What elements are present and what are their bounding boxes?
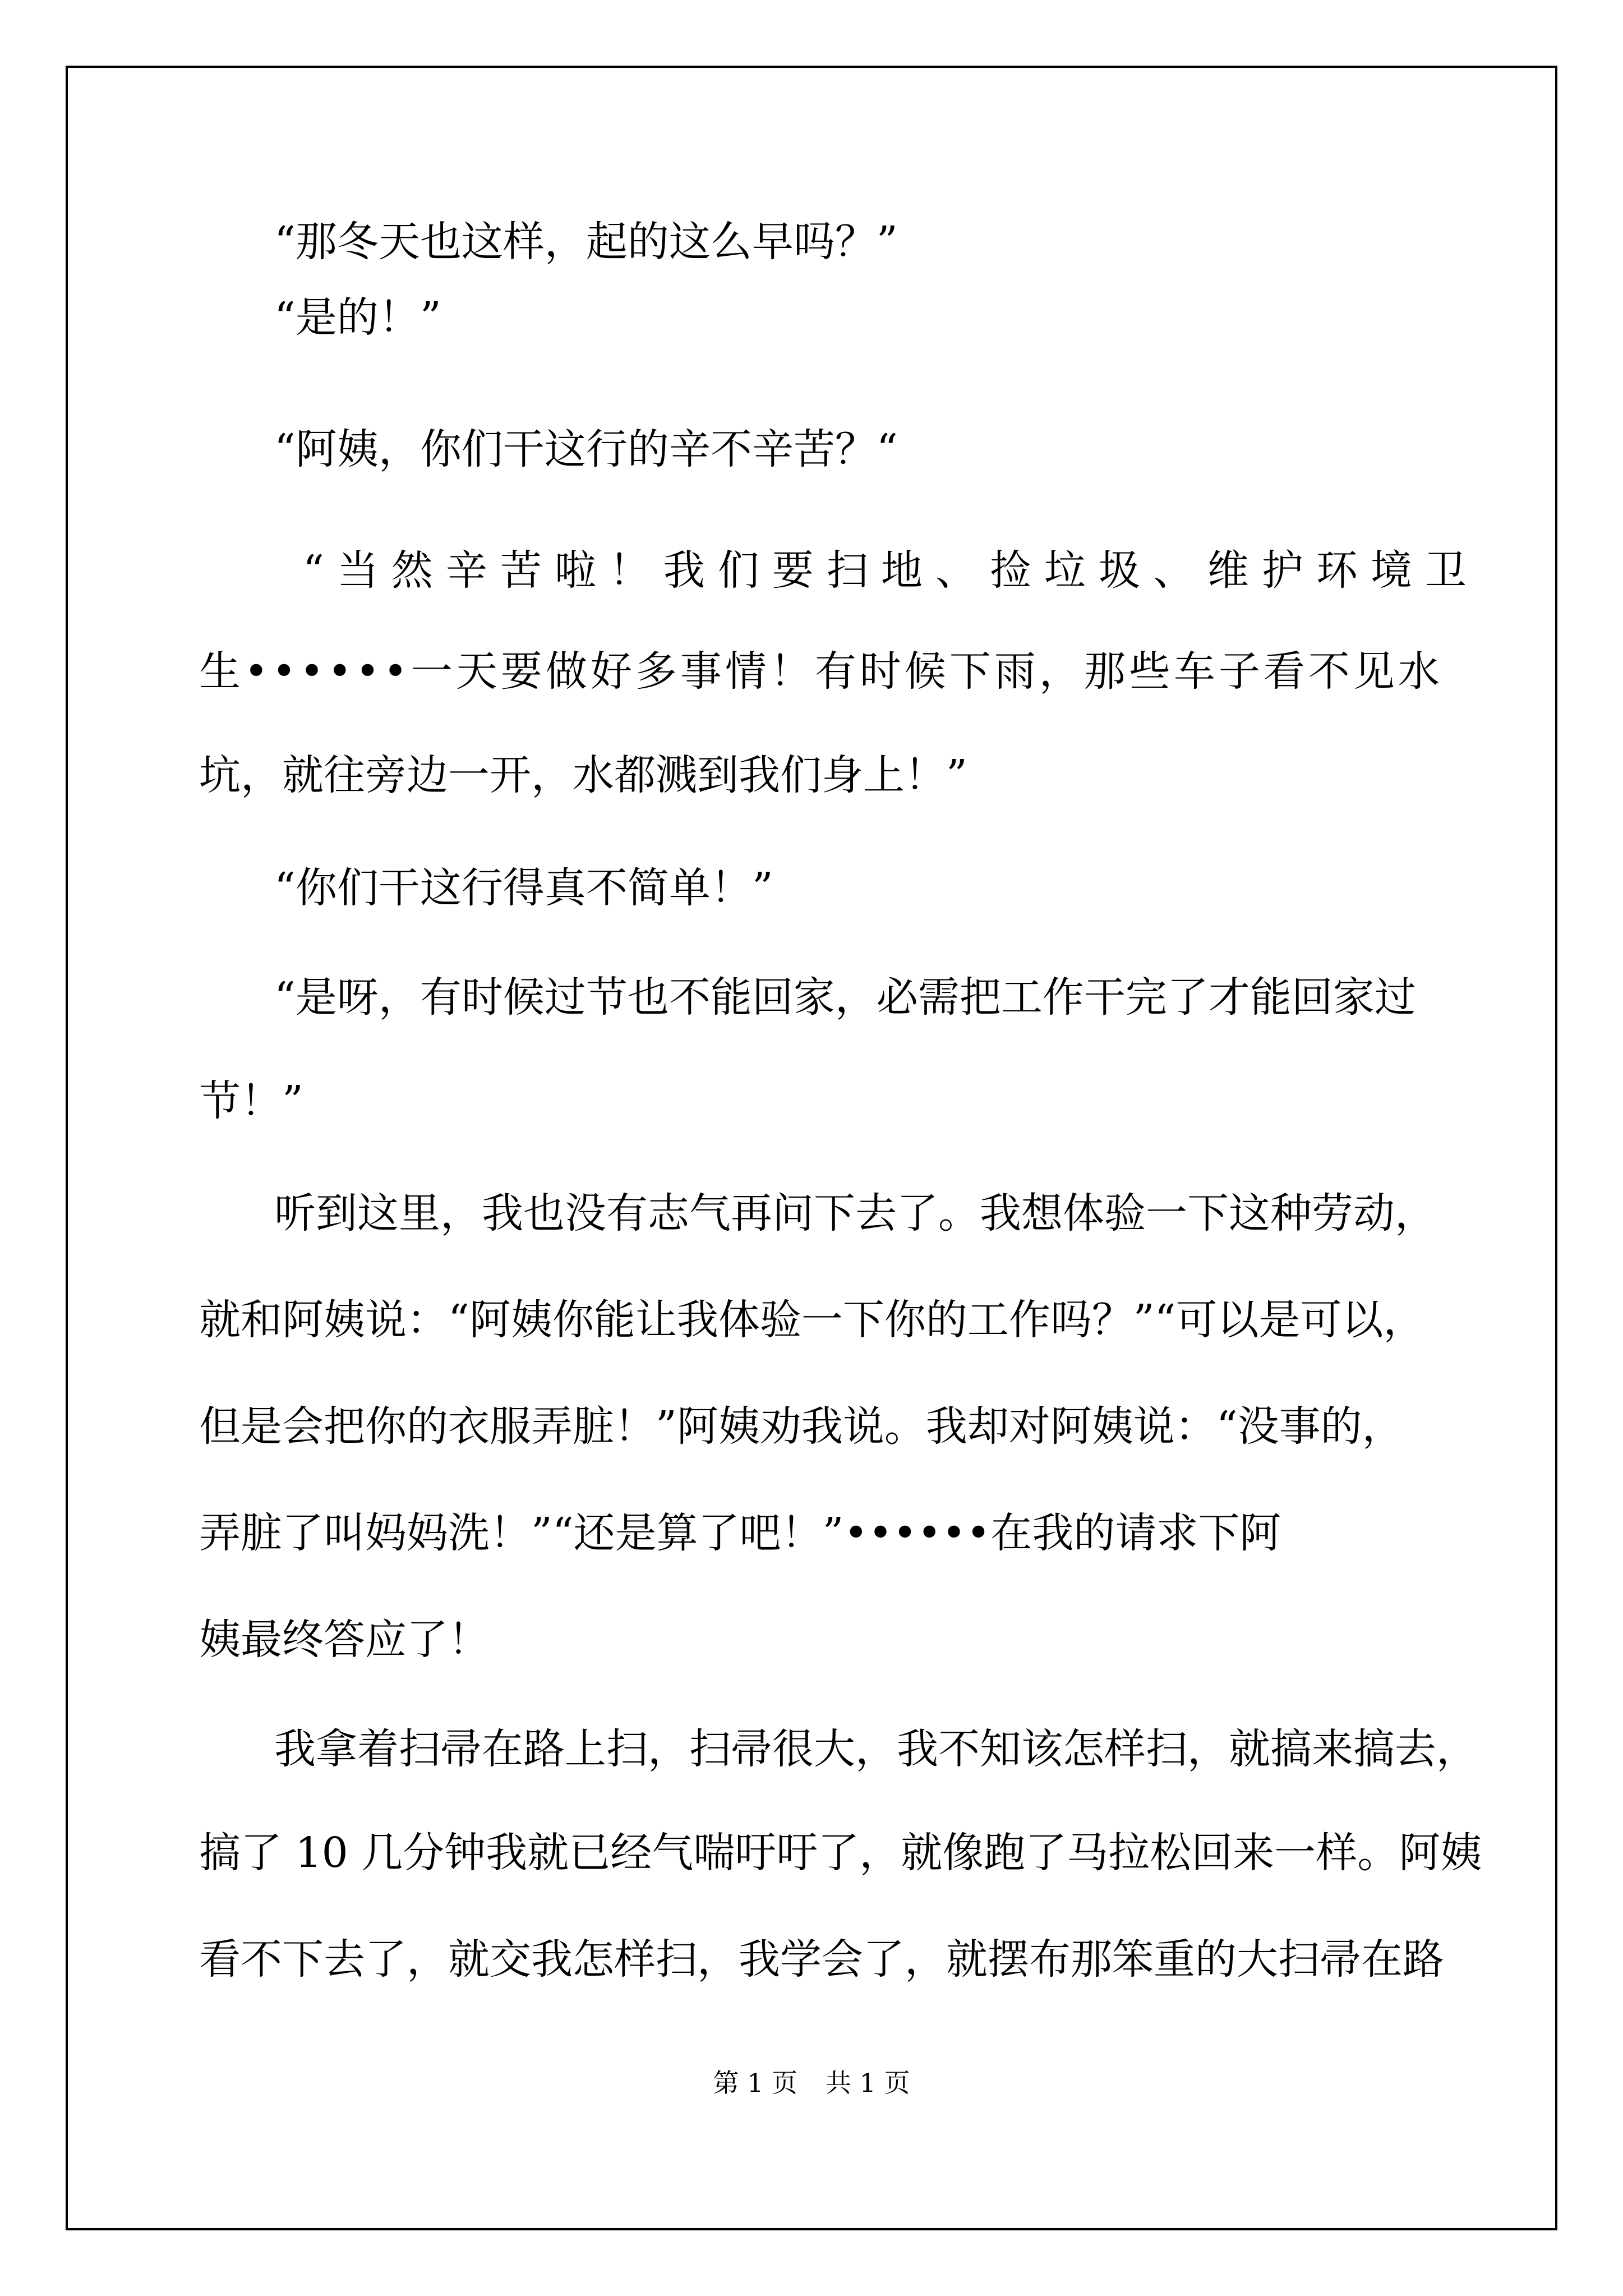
text-line: 生••••••一天要做好多事情！有时候下雨，那些车子看不见水 — [199, 647, 1443, 696]
text-line: 就和阿姨说：“阿姨你能让我体验一下你的工作吗？”“可以是可以， — [199, 1296, 1425, 1344]
page-number: 第 1 页 — [713, 2068, 797, 2098]
text-line: 坑，就往旁边一开，水都溅到我们身上！” — [199, 751, 967, 799]
text-line: “阿姨，你们干这行的辛不辛苦？“ — [274, 425, 898, 473]
text-line: “那冬天也这样，起的这么早吗？” — [274, 218, 898, 266]
page-footer — [0, 2066, 1623, 2100]
text-line: 姨最终答应了！ — [199, 1616, 490, 1664]
text-line: 但是会把你的衣服弄脏！”阿姨劝我说。我却对阿姨说：“没事的， — [199, 1402, 1404, 1451]
text-line: 节！” — [199, 1077, 303, 1125]
page-border — [66, 66, 1557, 2230]
text-line: “是的！” — [274, 293, 441, 342]
text-line: 搞了 10 几分钟我就已经气喘吁吁了，就像跑了马拉松回来一样。阿姨 — [199, 1829, 1482, 1877]
text-line: 看不下去了，就交我怎样扫，我学会了，就摆布那笨重的大扫帚在路 — [199, 1935, 1444, 1984]
text-line: “你们干这行得真不简单！” — [274, 864, 773, 912]
text-line: 听到这里，我也没有志气再问下去了。我想体验一下这种劳动， — [274, 1189, 1436, 1237]
text-line: “是呀，有时候过节也不能回家，必需把工作干完了才能回家过 — [274, 973, 1416, 1022]
page-total: 共 1 页 — [826, 2068, 910, 2098]
text-line: “当然辛苦啦！我们要扫地、捡垃圾、维护环境卫 — [303, 546, 1479, 595]
text-line: 弄脏了叫妈妈洗！”“还是算了吧！”••••••在我的请求下阿 — [199, 1509, 1281, 1557]
text-line: 我拿着扫帚在路上扫，扫帚很大，我不知该怎样扫，就搞来搞去， — [274, 1725, 1478, 1773]
